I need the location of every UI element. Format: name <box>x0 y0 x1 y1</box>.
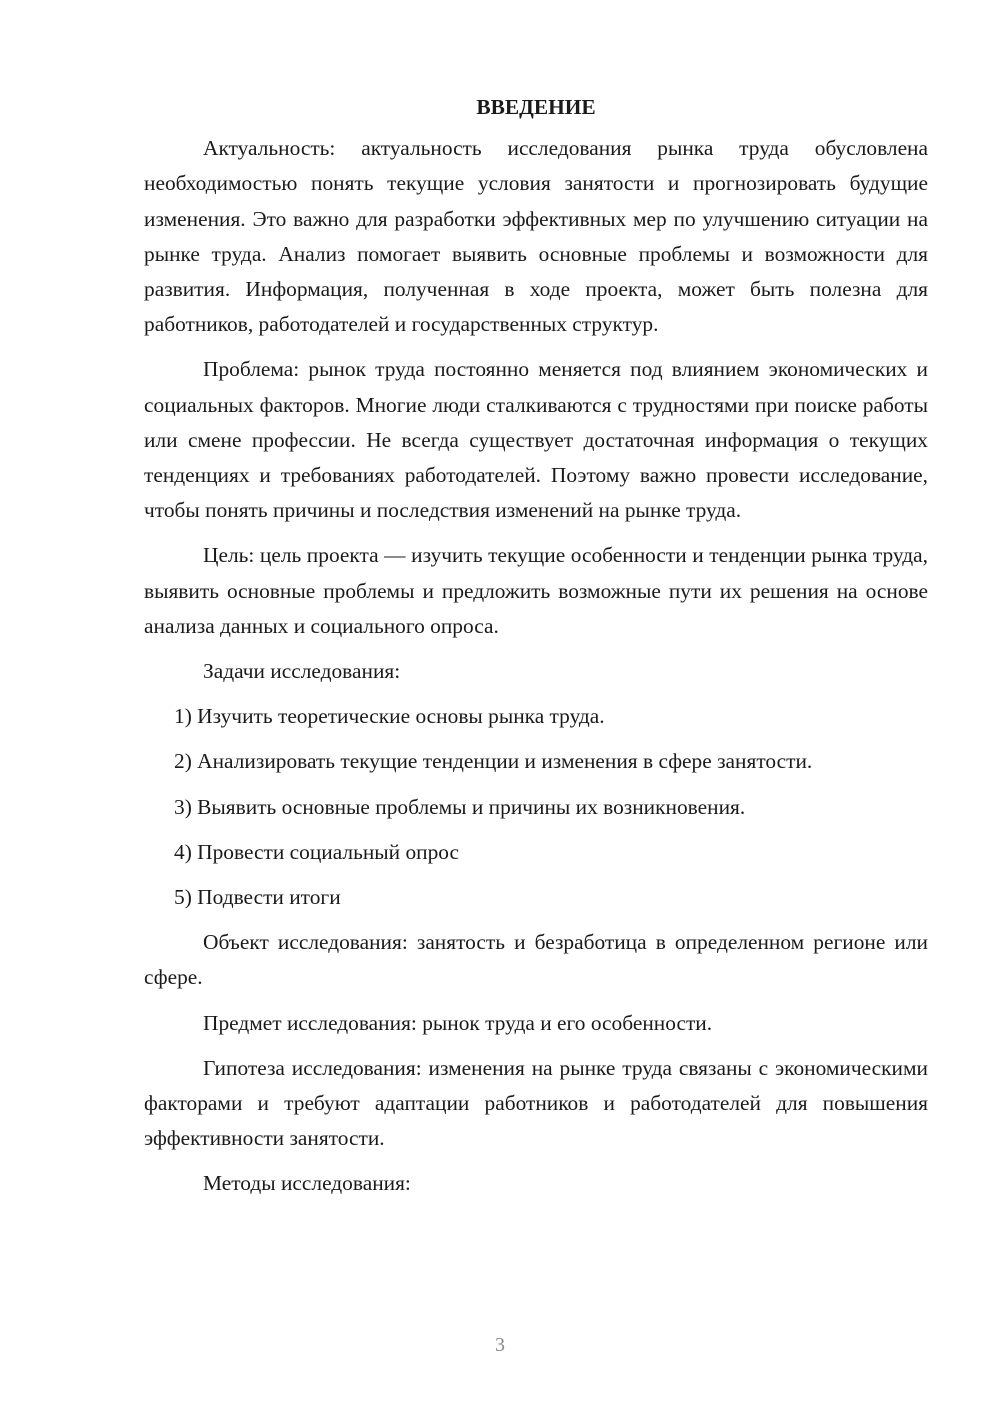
task-item: 5) Подвести итоги <box>174 885 341 910</box>
section-title: ВВЕДЕНИЕ <box>476 95 596 119</box>
paragraph-subject: Предмет исследования: рынок труда и его особенности. <box>203 1010 713 1035</box>
methods-heading: Методы исследования: <box>203 1171 411 1196</box>
page-number: 3 <box>495 1334 505 1356</box>
task-item: 1) Изучить теоретические основы рынка труда. <box>174 704 605 729</box>
document-page <box>144 90 928 1202</box>
paragraph-goal: Цель: цель проекта — изучить текущие особенности и тенденции рынка труда, выявить основные проблемы и предложить возможные пути их решения на основе анализа данных и социального опроса. <box>144 543 928 638</box>
tasks-list <box>144 699 928 915</box>
tasks-heading: Задачи исследования: <box>203 659 401 684</box>
task-item: 2) Анализировать текущие тенденции и изменения в сфере занятости. <box>174 749 813 774</box>
paragraph-hypothesis: Гипотеза исследования: изменения на рынке труда связаны с экономическими факторами и требуют адаптации работников и работодателей для повышения эффективности занятости. <box>144 1055 928 1151</box>
task-item: 3) Выявить основные проблемы и причины их возникновения. <box>174 794 746 819</box>
paragraph-relevance: Актуальность: актуальность исследования рынка труда обусловлена необходимостью понять текущие условия занятости и прогнозировать будущие изменения. Это важно для разработки эффективных мер по улучшению ситуации на рынке труда. Анализ помогает выявить основные проблемы и возможности для развития. Информация, полученная в ходе проекта, может быть полезна для работников, работодателей и государственных структур. <box>144 136 928 337</box>
task-item: 4) Провести социальный опрос <box>174 839 460 864</box>
paragraph-object: Объект исследования: занятость и безработица в определенном регионе или сфере. <box>144 930 928 990</box>
paragraph-problem: Проблема: рынок труда постоянно меняется под влиянием экономических и социальных факторов. Многие люди сталкиваются с трудностями при поиске работы или смене профессии. Не всегда существует достаточная информация о текущих тенденциях и требованиях работодателей. Поэтому важно провести исследование, чтобы понять причины и последствия изменений на рынке труда. <box>144 357 928 523</box>
